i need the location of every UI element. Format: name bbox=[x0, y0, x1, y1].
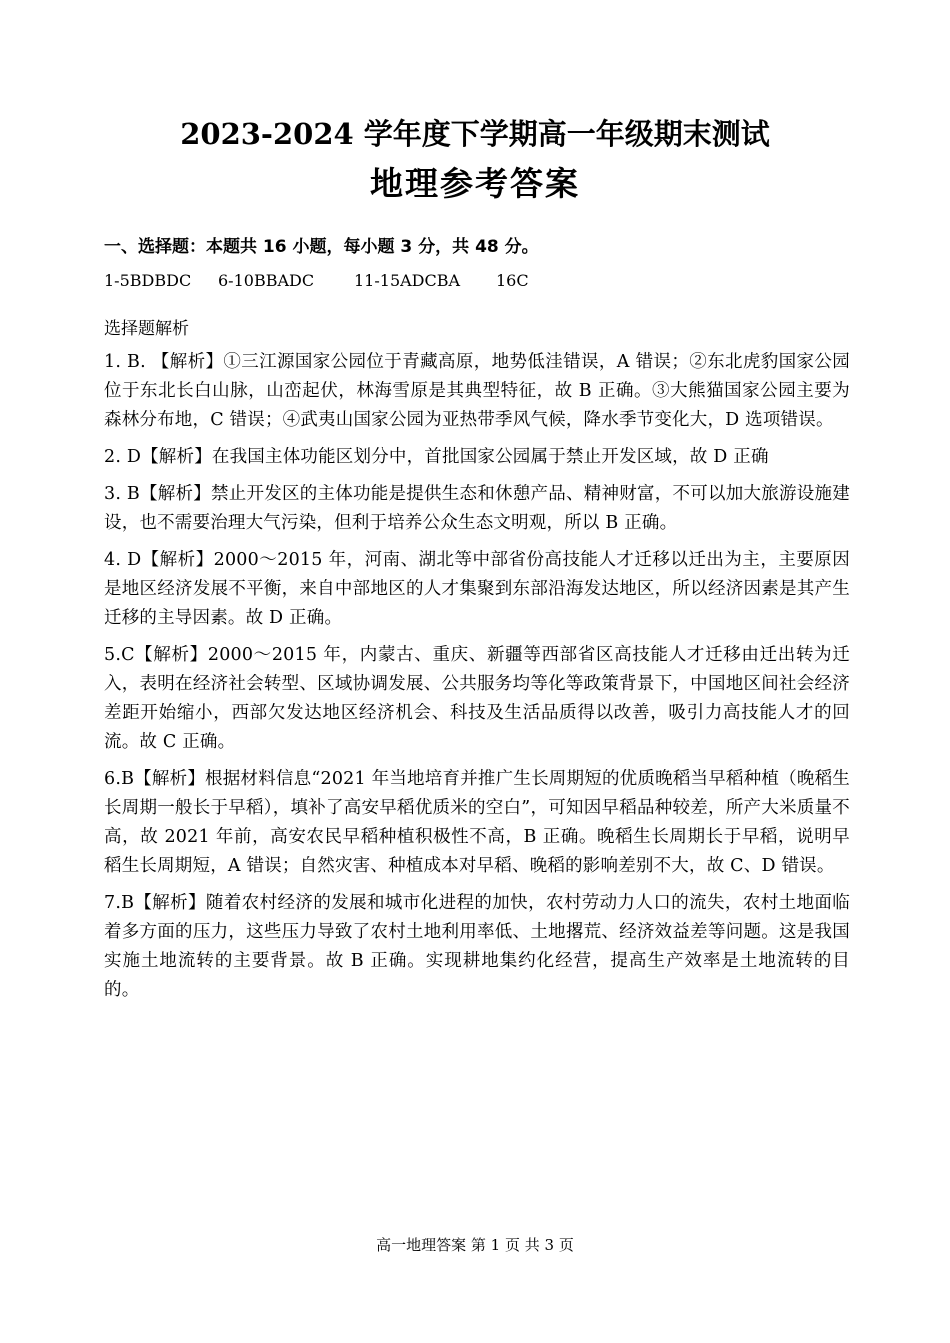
question-analysis-1: 1. B. 【解析】①三江源国家公园位于青藏高原，地势低洼错误，A 错误；②东北虎豹国家公园位于东北长白山脉，山峦起伏，林海雪原是其典型特征，故 B 正确。③大熊猫国家公园主要为森林分布地，C 错误；④武夷山国家公园为亚热带季风气候，降水季节变化大，D 选项错误。 bbox=[104, 352, 850, 430]
answer-group: 6-10BBADC bbox=[218, 271, 315, 290]
document-subtitle: 地理参考答案 bbox=[370, 164, 580, 203]
question-analysis-2: 2. D【解析】在我国主体功能区划分中，首批国家公园属于禁止开发区域，故 D 正确 bbox=[104, 447, 769, 467]
answer-group: 11-15ADCBA bbox=[354, 271, 461, 290]
answer-group: 16C bbox=[496, 271, 529, 290]
question-analysis-7: 7.B【解析】随着农村经济的发展和城市化进程的加快，农村劳动力人口的流失，农村土地面临着多方面的压力，这些压力导致了农村土地利用率低、土地撂荒、经济效益差等问题。这是我国实施土地流转的主要背景。故 B 正确。实现耕地集约化经营，提高生产效率是土地流转的目的。 bbox=[104, 893, 850, 1000]
question-analysis-6: 6.B【解析】根据材料信息“2021 年当地培育并推广生长周期短的优质晚稻当早稻种植（晚稻生长周期一般长于早稻），填补了高安早稻优质米的空白”，可知因早稻品种较差，所产大米质量不高，故 2021 年前，高安农民早稻种植积极性不高，B 正确。晚稻生长周期长于早稻，说明早稻生长周期短，A 错误；自然灾害、种植成本对早稻、晚稻的影响差别不大，故 C、D 错误。 bbox=[104, 769, 850, 876]
page-footer: 高一地理答案 第 1 页 共 3 页 bbox=[376, 1236, 574, 1254]
question-analysis-5: 5.C【解析】2000～2015 年，内蒙古、重庆、新疆等西部省区高技能人才迁移由迁出转为迁入，表明在经济社会转型、区域协调发展、公共服务均等化等政策背景下，中国地区间社会经济差距开始缩小，西部欠发达地区经济机会、科技及生活品质得以改善，吸引力高技能人才的回流。故 C 正确。 bbox=[104, 645, 850, 752]
question-analysis-4: 4. D【解析】2000～2015 年，河南、湖北等中部省份高技能人才迁移以迁出为主，主要原因是地区经济发展不平衡，来自中部地区的人才集聚到东部沿海发达地区，所以经济因素是其产生迁移的主导因素。故 D 正确。 bbox=[104, 550, 850, 628]
question-analysis-3: 3. B【解析】禁止开发区的主体功能是提供生态和休憩产品、精神财富，不可以加大旅游设施建设，也不需要治理大气污染，但利于培养公众生态文明观，所以 B 正确。 bbox=[104, 484, 850, 533]
section-heading: 一、选择题：本题共 16 小题，每小题 3 分，共 48 分。 bbox=[104, 237, 539, 257]
answer-key bbox=[104, 271, 529, 290]
analysis-label: 选择题解析 bbox=[104, 319, 189, 339]
document-title: 2023-2024 学年度下学期高一年级期末测试 bbox=[180, 117, 770, 151]
question-list bbox=[104, 348, 850, 1013]
answer-group: 1-5BDBDC bbox=[104, 271, 192, 290]
